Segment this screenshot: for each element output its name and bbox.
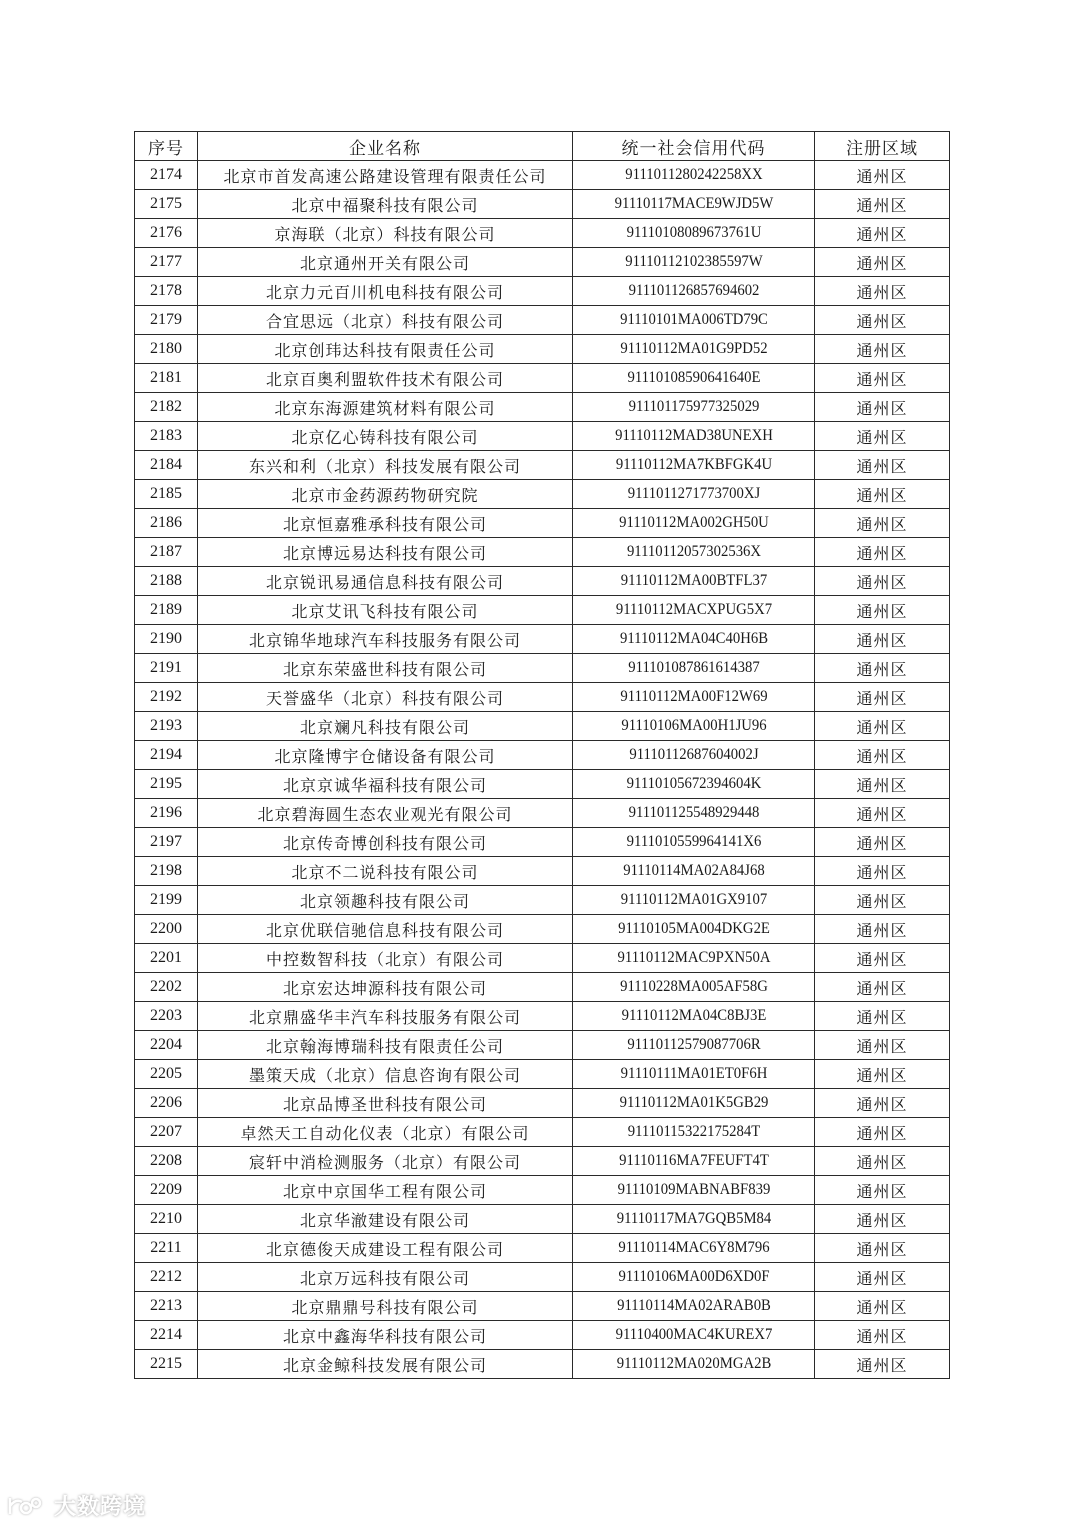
region-cell: 通州区 bbox=[815, 538, 950, 567]
credit-code-cell: 91110101MA006TD79C bbox=[582, 306, 805, 335]
region-cell: 通州区 bbox=[815, 1060, 950, 1089]
region-cell: 通州区 bbox=[815, 393, 950, 422]
serial-number-cell: 2178 bbox=[135, 277, 198, 306]
region-cell: 通州区 bbox=[815, 712, 950, 741]
table-row bbox=[135, 248, 950, 277]
region-cell: 通州区 bbox=[815, 364, 950, 393]
serial-number-cell: 2175 bbox=[135, 190, 198, 219]
region-cell: 通州区 bbox=[815, 422, 950, 451]
company-name-cell: 北京碧海圆生态农业观光有限公司 bbox=[198, 799, 573, 828]
credit-code-cell: 911101126857694602 bbox=[582, 277, 805, 306]
serial-number-cell: 2180 bbox=[135, 335, 198, 364]
credit-code-cell: 91110112MA01K5GB29 bbox=[582, 1089, 805, 1118]
company-name-cell: 北京市金药源药物研究院 bbox=[198, 480, 573, 509]
company-name-cell: 北京恒嘉雅承科技有限公司 bbox=[198, 509, 573, 538]
region-cell: 通州区 bbox=[815, 1147, 950, 1176]
header-registration-region: 注册区域 bbox=[815, 132, 950, 161]
serial-number-cell: 2215 bbox=[135, 1350, 198, 1379]
serial-number-cell: 2204 bbox=[135, 1031, 198, 1060]
credit-code-cell: 9111010559964141X6 bbox=[582, 828, 805, 857]
table-row bbox=[135, 219, 950, 248]
serial-number-cell: 2199 bbox=[135, 886, 198, 915]
serial-number-cell: 2195 bbox=[135, 770, 198, 799]
serial-number-cell: 2208 bbox=[135, 1147, 198, 1176]
region-cell: 通州区 bbox=[815, 828, 950, 857]
company-name-cell: 北京万远科技有限公司 bbox=[198, 1263, 573, 1292]
region-cell: 通州区 bbox=[815, 915, 950, 944]
serial-number-cell: 2202 bbox=[135, 973, 198, 1002]
credit-code-cell: 91110108590641640E bbox=[582, 364, 805, 393]
region-cell: 通州区 bbox=[815, 1321, 950, 1350]
company-name-cell: 北京创玮达科技有限责任公司 bbox=[198, 335, 573, 364]
serial-number-cell: 2185 bbox=[135, 480, 198, 509]
serial-number-cell: 2201 bbox=[135, 944, 198, 973]
company-name-cell: 北京传奇博创科技有限公司 bbox=[198, 828, 573, 857]
credit-code-cell: 91110106MA00D6XD0F bbox=[582, 1263, 805, 1292]
table-header-row bbox=[135, 132, 950, 161]
table-row bbox=[135, 973, 950, 1002]
credit-code-cell: 91110117MA7GQB5M84 bbox=[582, 1205, 805, 1234]
serial-number-cell: 2196 bbox=[135, 799, 198, 828]
company-name-cell: 北京京诚华福科技有限公司 bbox=[198, 770, 573, 799]
credit-code-cell: 91110400MAC4KUREX7 bbox=[582, 1321, 805, 1350]
company-name-cell: 北京隆博宇仓储设备有限公司 bbox=[198, 741, 573, 770]
credit-code-cell: 91110112MA00F12W69 bbox=[582, 683, 805, 712]
serial-number-cell: 2214 bbox=[135, 1321, 198, 1350]
table-row bbox=[135, 1089, 950, 1118]
company-name-cell: 北京博远易达科技有限公司 bbox=[198, 538, 573, 567]
serial-number-cell: 2183 bbox=[135, 422, 198, 451]
table-row bbox=[135, 277, 950, 306]
table-row bbox=[135, 654, 950, 683]
serial-number-cell: 2184 bbox=[135, 451, 198, 480]
serial-number-cell: 2211 bbox=[135, 1234, 198, 1263]
company-name-cell: 北京鼎盛华丰汽车科技服务有限公司 bbox=[198, 1002, 573, 1031]
company-name-cell: 北京斓凡科技有限公司 bbox=[198, 712, 573, 741]
table-row bbox=[135, 857, 950, 886]
table-row bbox=[135, 538, 950, 567]
company-name-cell: 北京优联信驰信息科技有限公司 bbox=[198, 915, 573, 944]
table-row bbox=[135, 770, 950, 799]
company-name-cell: 北京不二说科技有限公司 bbox=[198, 857, 573, 886]
credit-code-cell: 911101175977325029 bbox=[582, 393, 805, 422]
serial-number-cell: 2193 bbox=[135, 712, 198, 741]
table-row bbox=[135, 161, 950, 190]
serial-number-cell: 2179 bbox=[135, 306, 198, 335]
region-cell: 通州区 bbox=[815, 944, 950, 973]
company-name-cell: 北京宏达坤源科技有限公司 bbox=[198, 973, 573, 1002]
table-row bbox=[135, 1060, 950, 1089]
credit-code-cell: 91110112MAD38UNEXH bbox=[582, 422, 805, 451]
table-row bbox=[135, 1002, 950, 1031]
serial-number-cell: 2200 bbox=[135, 915, 198, 944]
table-row bbox=[135, 1234, 950, 1263]
region-cell: 通州区 bbox=[815, 161, 950, 190]
company-name-cell: 中控数智科技（北京）有限公司 bbox=[198, 944, 573, 973]
table-row bbox=[135, 741, 950, 770]
credit-code-cell: 91110114MA02ARAB0B bbox=[582, 1292, 805, 1321]
table-row bbox=[135, 306, 950, 335]
serial-number-cell: 2187 bbox=[135, 538, 198, 567]
company-name-cell: 北京领趣科技有限公司 bbox=[198, 886, 573, 915]
credit-code-cell: 91110112057302536X bbox=[582, 538, 805, 567]
serial-number-cell: 2181 bbox=[135, 364, 198, 393]
table-row bbox=[135, 364, 950, 393]
table-row bbox=[135, 1118, 950, 1147]
region-cell: 通州区 bbox=[815, 306, 950, 335]
region-cell: 通州区 bbox=[815, 683, 950, 712]
company-name-cell: 北京亿心铸科技有限公司 bbox=[198, 422, 573, 451]
credit-code-cell: 91110112MAC9PXN50A bbox=[582, 944, 805, 973]
serial-number-cell: 2194 bbox=[135, 741, 198, 770]
table-row bbox=[135, 335, 950, 364]
region-cell: 通州区 bbox=[815, 1263, 950, 1292]
table-row bbox=[135, 393, 950, 422]
company-name-cell: 北京通州开关有限公司 bbox=[198, 248, 573, 277]
serial-number-cell: 2189 bbox=[135, 596, 198, 625]
serial-number-cell: 2192 bbox=[135, 683, 198, 712]
region-cell: 通州区 bbox=[815, 219, 950, 248]
serial-number-cell: 2177 bbox=[135, 248, 198, 277]
table-row bbox=[135, 451, 950, 480]
credit-code-cell: 91110112MA04C40H6B bbox=[582, 625, 805, 654]
credit-code-cell: 91110112MA020MGA2B bbox=[582, 1350, 805, 1379]
region-cell: 通州区 bbox=[815, 1176, 950, 1205]
credit-code-cell: 91110109MABNABF839 bbox=[582, 1176, 805, 1205]
serial-number-cell: 2198 bbox=[135, 857, 198, 886]
credit-code-cell: 91110105672394604K bbox=[582, 770, 805, 799]
watermark bbox=[6, 1490, 146, 1521]
table-row bbox=[135, 1176, 950, 1205]
watermark-text: 大数跨境 bbox=[54, 1495, 147, 1520]
company-name-cell: 北京东荣盛世科技有限公司 bbox=[198, 654, 573, 683]
serial-number-cell: 2176 bbox=[135, 219, 198, 248]
company-name-cell: 北京百奥利盟软件技术有限公司 bbox=[198, 364, 573, 393]
company-name-cell: 北京鼎鼎号科技有限公司 bbox=[198, 1292, 573, 1321]
region-cell: 通州区 bbox=[815, 973, 950, 1002]
company-name-cell: 北京艾讯飞科技有限公司 bbox=[198, 596, 573, 625]
credit-code-cell: 91110112MA00BTFL37 bbox=[582, 567, 805, 596]
region-cell: 通州区 bbox=[815, 1031, 950, 1060]
table-row bbox=[135, 828, 950, 857]
serial-number-cell: 2182 bbox=[135, 393, 198, 422]
table-row bbox=[135, 1147, 950, 1176]
serial-number-cell: 2191 bbox=[135, 654, 198, 683]
region-cell: 通州区 bbox=[815, 277, 950, 306]
region-cell: 通州区 bbox=[815, 857, 950, 886]
region-cell: 通州区 bbox=[815, 1350, 950, 1379]
credit-code-cell: 9111011271773700XJ bbox=[582, 480, 805, 509]
table-row bbox=[135, 1263, 950, 1292]
company-name-cell: 北京中京国华工程有限公司 bbox=[198, 1176, 573, 1205]
credit-code-cell: 91110112MA7KBFGK4U bbox=[582, 451, 805, 480]
serial-number-cell: 2207 bbox=[135, 1118, 198, 1147]
credit-code-cell: 91110112MA01G9PD52 bbox=[582, 335, 805, 364]
table-row bbox=[135, 567, 950, 596]
serial-number-cell: 2190 bbox=[135, 625, 198, 654]
region-cell: 通州区 bbox=[815, 335, 950, 364]
credit-code-cell: 91110112579087706R bbox=[582, 1031, 805, 1060]
header-company-name: 企业名称 bbox=[198, 132, 573, 161]
company-name-cell: 北京华澈建设有限公司 bbox=[198, 1205, 573, 1234]
region-cell: 通州区 bbox=[815, 799, 950, 828]
credit-code-cell: 91110106MA00H1JU96 bbox=[582, 712, 805, 741]
header-credit-code: 统一社会信用代码 bbox=[573, 132, 815, 161]
serial-number-cell: 2205 bbox=[135, 1060, 198, 1089]
table-row bbox=[135, 712, 950, 741]
region-cell: 通州区 bbox=[815, 567, 950, 596]
region-cell: 通州区 bbox=[815, 741, 950, 770]
table-row bbox=[135, 422, 950, 451]
region-cell: 通州区 bbox=[815, 1118, 950, 1147]
table-row bbox=[135, 596, 950, 625]
serial-number-cell: 2197 bbox=[135, 828, 198, 857]
credit-code-cell: 91110105MA004DKG2E bbox=[582, 915, 805, 944]
company-name-cell: 墨策天成（北京）信息咨询有限公司 bbox=[198, 1060, 573, 1089]
region-cell: 通州区 bbox=[815, 625, 950, 654]
region-cell: 通州区 bbox=[815, 509, 950, 538]
company-name-cell: 北京翰海博瑞科技有限责任公司 bbox=[198, 1031, 573, 1060]
credit-code-cell: 91110112MA002GH50U bbox=[582, 509, 805, 538]
serial-number-cell: 2174 bbox=[135, 161, 198, 190]
company-name-cell: 宸轩中消检测服务（北京）有限公司 bbox=[198, 1147, 573, 1176]
company-name-cell: 北京东海源建筑材料有限公司 bbox=[198, 393, 573, 422]
region-cell: 通州区 bbox=[815, 886, 950, 915]
region-cell: 通州区 bbox=[815, 770, 950, 799]
table-row bbox=[135, 799, 950, 828]
region-cell: 通州区 bbox=[815, 1234, 950, 1263]
table-row bbox=[135, 1350, 950, 1379]
serial-number-cell: 2212 bbox=[135, 1263, 198, 1292]
credit-code-cell: 91110112687604002J bbox=[582, 741, 805, 770]
region-cell: 通州区 bbox=[815, 1002, 950, 1031]
table-row bbox=[135, 683, 950, 712]
region-cell: 通州区 bbox=[815, 248, 950, 277]
company-name-cell: 北京力元百川机电科技有限公司 bbox=[198, 277, 573, 306]
credit-code-cell: 91110108089673761U bbox=[582, 219, 805, 248]
table-row bbox=[135, 886, 950, 915]
credit-code-cell: 91110114MAC6Y8M796 bbox=[582, 1234, 805, 1263]
100-logo-icon bbox=[6, 1494, 46, 1518]
table-row bbox=[135, 915, 950, 944]
credit-code-cell: 91110111MA01ET0F6H bbox=[582, 1060, 805, 1089]
table-row bbox=[135, 480, 950, 509]
credit-code-cell: 9111011280242258XX bbox=[582, 161, 805, 190]
table-row bbox=[135, 625, 950, 654]
company-name-cell: 北京金鲸科技发展有限公司 bbox=[198, 1350, 573, 1379]
serial-number-cell: 2210 bbox=[135, 1205, 198, 1234]
enterprise-registry-table bbox=[134, 131, 950, 1379]
table-row bbox=[135, 509, 950, 538]
serial-number-cell: 2206 bbox=[135, 1089, 198, 1118]
table-row bbox=[135, 1205, 950, 1234]
credit-code-cell: 91110228MA005AF58G bbox=[582, 973, 805, 1002]
region-cell: 通州区 bbox=[815, 1292, 950, 1321]
credit-code-cell: 91110115322175284T bbox=[582, 1118, 805, 1147]
table-row bbox=[135, 1321, 950, 1350]
region-cell: 通州区 bbox=[815, 654, 950, 683]
region-cell: 通州区 bbox=[815, 1089, 950, 1118]
company-name-cell: 北京德俊天成建设工程有限公司 bbox=[198, 1234, 573, 1263]
table-row bbox=[135, 190, 950, 219]
credit-code-cell: 91110114MA02A84J68 bbox=[582, 857, 805, 886]
serial-number-cell: 2186 bbox=[135, 509, 198, 538]
company-name-cell: 北京品博圣世科技有限公司 bbox=[198, 1089, 573, 1118]
credit-code-cell: 91110112MA04C8BJ3E bbox=[582, 1002, 805, 1031]
table-row bbox=[135, 1031, 950, 1060]
serial-number-cell: 2188 bbox=[135, 567, 198, 596]
credit-code-cell: 91110117MACE9WJD5W bbox=[582, 190, 805, 219]
header-serial-number: 序号 bbox=[135, 132, 198, 161]
company-name-cell: 北京市首发高速公路建设管理有限责任公司 bbox=[198, 161, 573, 190]
company-name-cell: 合宜思远（北京）科技有限公司 bbox=[198, 306, 573, 335]
credit-code-cell: 911101087861614387 bbox=[582, 654, 805, 683]
credit-code-cell: 91110112MA01GX9107 bbox=[582, 886, 805, 915]
company-name-cell: 北京中鑫海华科技有限公司 bbox=[198, 1321, 573, 1350]
credit-code-cell: 911101125548929448 bbox=[582, 799, 805, 828]
table-row bbox=[135, 1292, 950, 1321]
region-cell: 通州区 bbox=[815, 480, 950, 509]
company-name-cell: 北京锦华地球汽车科技服务有限公司 bbox=[198, 625, 573, 654]
serial-number-cell: 2203 bbox=[135, 1002, 198, 1031]
company-name-cell: 卓然天工自动化仪表（北京）有限公司 bbox=[198, 1118, 573, 1147]
serial-number-cell: 2213 bbox=[135, 1292, 198, 1321]
region-cell: 通州区 bbox=[815, 190, 950, 219]
company-name-cell: 京海联（北京）科技有限公司 bbox=[198, 219, 573, 248]
credit-code-cell: 91110112102385597W bbox=[582, 248, 805, 277]
region-cell: 通州区 bbox=[815, 596, 950, 625]
company-name-cell: 天誉盛华（北京）科技有限公司 bbox=[198, 683, 573, 712]
serial-number-cell: 2209 bbox=[135, 1176, 198, 1205]
region-cell: 通州区 bbox=[815, 1205, 950, 1234]
region-cell: 通州区 bbox=[815, 451, 950, 480]
company-name-cell: 北京中福聚科技有限公司 bbox=[198, 190, 573, 219]
credit-code-cell: 91110112MACXPUG5X7 bbox=[582, 596, 805, 625]
credit-code-cell: 91110116MA7FEUFT4T bbox=[582, 1147, 805, 1176]
company-name-cell: 东兴和利（北京）科技发展有限公司 bbox=[198, 451, 573, 480]
company-name-cell: 北京锐讯易通信息科技有限公司 bbox=[198, 567, 573, 596]
table-row bbox=[135, 944, 950, 973]
